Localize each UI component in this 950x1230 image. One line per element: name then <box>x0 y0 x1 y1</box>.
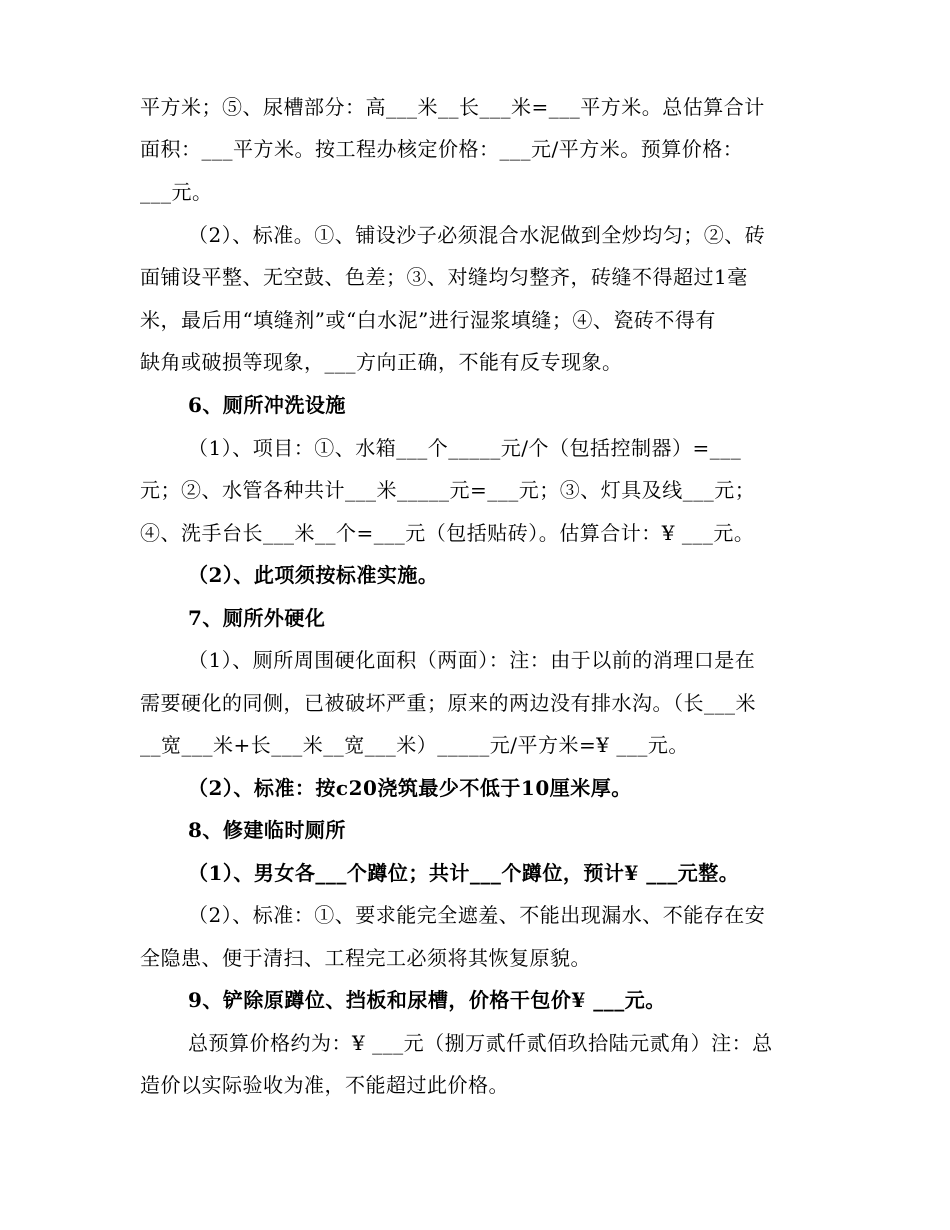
paragraph-line: 需要硬化的同侧，已被破坏严重；原来的两边没有排水沟。（长___米 <box>140 691 756 715</box>
paragraph-line: 面铺设平整、无空鼓、色差；③、对缝均匀整齐，砖缝不得超过1毫 <box>140 265 748 289</box>
paragraph-line: 元；②、水管各种共计___米_____元=___元；③、灯具及线___元； <box>140 478 756 502</box>
paragraph-line: 总预算价格约为：¥ ___元（捌万贰仟贰佰玖拾陆元贰角）注：总 <box>188 1031 773 1055</box>
paragraph-line: 面积：___平方米。按工程办核定价格：___元/平方米。预算价格： <box>140 137 744 161</box>
section-heading: 7、厕所外硬化 <box>188 606 326 630</box>
paragraph-line-bold: （2）、此项须按标准实施。 <box>188 563 439 587</box>
paragraph-line: 全隐患、便于清扫、工程完工必须将其恢复原貌。 <box>140 946 591 970</box>
paragraph-line: 缺角或破损等现象，___方向正确，不能有反专现象。 <box>140 350 623 374</box>
paragraph-line: （1）、厕所周围硬化面积（两面）：注：由于以前的消理口是在 <box>188 648 756 672</box>
paragraph-line: （1）、项目：①、水箱___个_____元/个（包括控制器）=___ <box>188 436 742 460</box>
paragraph-line: 平方米；⑤、尿槽部分：高___米__长___米=___平方米。总估算合计 <box>140 95 765 119</box>
paragraph-line-bold: （2）、标准：按c20浇筑最少不低于10厘米厚。 <box>188 776 632 800</box>
paragraph-line: （2）、标准：①、要求能完全遮羞、不能出现漏水、不能存在安 <box>188 903 766 927</box>
section-heading: 9、铲除原蹲位、挡板和尿槽，价格干包价¥ ___元。 <box>188 988 666 1012</box>
section-heading: 6、厕所冲洗设施 <box>188 393 346 417</box>
paragraph-line: ___元。 <box>140 180 213 204</box>
paragraph-line: 米，最后用“填缝剂”或“白水泥”进行湿浆填缝；④、瓷砖不得有 <box>140 308 716 332</box>
paragraph-line: 造价以实际验收为准，不能超过此价格。 <box>140 1073 509 1097</box>
paragraph-line-bold: （1）、男女各___个蹲位；共计___个蹲位，预计¥ ___元整。 <box>188 861 740 885</box>
paragraph-line: ④、洗手台长___米__个=___元（包括贴砖）。估算合计：¥ ___元。 <box>140 521 755 545</box>
section-heading: 8、修建临时厕所 <box>188 818 346 842</box>
paragraph-line: __宽___米+长___米__宽___米）_____元/平方米=¥ ___元。 <box>140 733 689 757</box>
paragraph-line: （2）、标准。①、铺设沙子必须混合水泥做到全炒均匀；②、砖 <box>188 223 766 247</box>
